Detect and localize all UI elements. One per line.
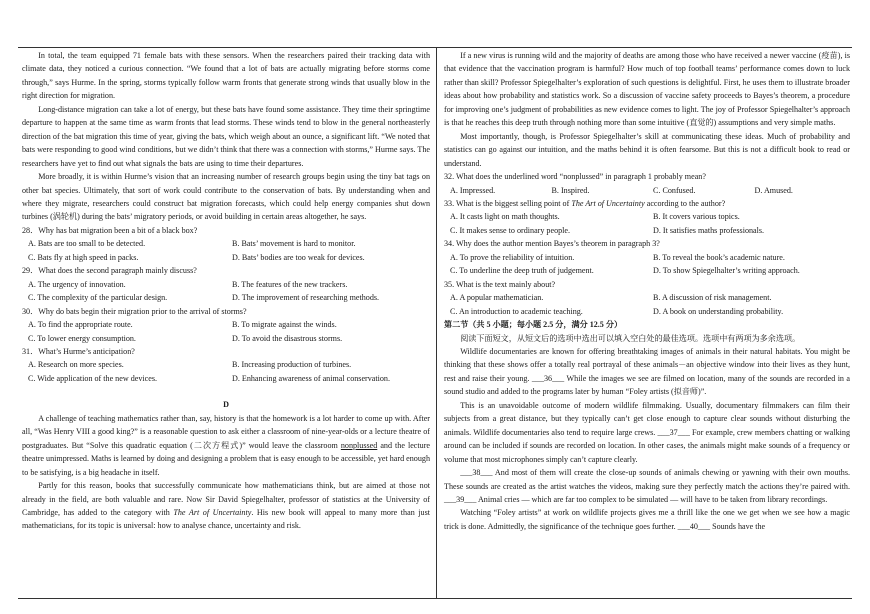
bottom-rule	[18, 598, 852, 599]
option-c[interactable]: C. Bats fly at high speed in packs.	[28, 252, 139, 262]
column-divider	[436, 47, 437, 598]
top-rule	[18, 47, 852, 48]
question-28-options	[22, 237, 430, 250]
question-35-options	[444, 291, 850, 304]
book-title: The Art of Uncertainty	[173, 507, 252, 517]
option-a[interactable]: A. Research on more species.	[28, 360, 124, 370]
section-d-heading: D	[223, 400, 229, 410]
option-d[interactable]: D. Enhancing awareness of animal conservation.	[232, 373, 390, 383]
option-b[interactable]: B. Increasing production of turbines.	[232, 360, 352, 370]
option-d[interactable]: D. A book on understanding probability.	[653, 306, 784, 316]
option-c[interactable]: C. The complexity of the particular design.	[28, 293, 168, 303]
option-b[interactable]: B. To reveal the book’s academic nature.	[653, 252, 785, 262]
question-31-stem: 31．What’s Hurme’s anticipation?	[22, 346, 135, 356]
question-31-options	[22, 358, 430, 371]
question-34-options	[444, 251, 850, 264]
option-a[interactable]: A. It casts light on math thoughts.	[450, 212, 560, 222]
option-a[interactable]: A. The urgency of innovation.	[28, 279, 126, 289]
option-c[interactable]: C. Wide application of the new devices.	[28, 373, 157, 383]
question-30-stem: 30．Why do bats begin their migration prior to the arrival of storms?	[22, 306, 247, 316]
option-d[interactable]: D. Bats’ bodies are too weak for devices.	[232, 252, 365, 262]
option-a[interactable]: A. To find the appropriate route.	[28, 320, 133, 330]
option-c[interactable]: C. It makes sense to ordinary people.	[450, 225, 571, 235]
option-d[interactable]: D. Amused.	[754, 185, 793, 195]
section-2-instruction: 阅读下面短文，从短文后的选项中选出可以填入空白处的最佳选项。选项中有两项为多余选项。	[460, 333, 801, 343]
passage-c-paragraph-3: More broadly, it is within Hurme’s vision that an increasing number of research groups begin using the tiny bat tags on other bat species. Ultimately, that sort of work could contribute to the conservation of bats. By understanding when and where they migrate, researchers could construct bat migration forecasts, which could help energy companies shut down turbines (涡轮机) during the bats’ migratory periods, or avoid building in certain areas altogether, he says.	[22, 172, 430, 222]
question-34-options	[444, 264, 850, 277]
left-column	[22, 49, 430, 533]
question-30-options	[22, 318, 430, 331]
passage-d-p1-text: A challenge of teaching mathematics rather than, say, history is that the homework is a lot harder to come up with. After all, “Was Henry VIII a good king?” is a reasonable question to ask either a classroom of nine-year-olds or a lecture theatre of postgraduates. But “Solve this quadratic equation (二次方程式)” would leave the classroom	[22, 413, 430, 450]
question-33-text: 33. What is the biggest selling point of	[444, 198, 572, 208]
passage-c-paragraph-1: In total, the team equipped 71 female bats with these sensors. When the researchers paired their tracking data with climate data, they noticed a curious connection. “We found that a lot of bats are actually migrating before storms come through,” says Hurme. In the spring, storms typically follow warm fronts that generate strong winds that usually blow in the right direction for migration.	[22, 51, 430, 101]
cloze-paragraph-2: This is an unavoidable outcome of modern wildlife filmmaking. Usually, documentary filmmakers can film their subjects from a great distance, but they typically can’t get close enough to capture clear sounds without disturbing the animals. Wildlife documentaries also tend to require large crews. ___37___ For example, crew members chatting or walking around can be included if sounds are recorded on location. In other cases, the animals might make sounds of a frequency or volume that most microphones simply can’t capture clearly.	[444, 400, 850, 464]
cloze-paragraph-3: ___38___ And most of them will create the close-up sounds of animals chewing or yawning with their own mouths. These sounds are created as the artist watches the videos, making sure they perfectly match the actions they’re paired with. ___39___ Animal cries — which are far too complex to be simulated — will have to be taken from library recordings.	[444, 468, 850, 504]
option-a[interactable]: A. Bats are too small to be detected.	[28, 239, 146, 249]
option-b[interactable]: B. Inspired.	[551, 185, 590, 195]
option-c[interactable]: C. To underline the deep truth of judgement.	[450, 266, 594, 276]
question-29-stem: 29．What does the second paragraph mainly discuss?	[22, 266, 197, 276]
question-30-options	[22, 332, 430, 345]
option-a[interactable]: A. A popular mathematician.	[450, 293, 544, 303]
question-29-options	[22, 278, 430, 291]
question-35-options	[444, 305, 850, 318]
question-35-stem: 35. What is the text mainly about?	[444, 279, 556, 289]
cloze-paragraph-4: Watching “Foley artists” at work on wildlife projects gives me a thrill like the one we get when we see how a magic trick is done. Admittedly, the significance of the technique goes further. ___40___ Sounds have the	[444, 508, 850, 531]
option-a[interactable]: A. Impressed.	[450, 185, 496, 195]
passage-d-paragraph-4: Most importantly, though, is Professor Spiegelhalter’s skill at communicating these ideas. Much of probability and statistics can go against our intuition, and the maths behind it is often fearsome. But this is not a difficult book to read or understand.	[444, 131, 850, 168]
question-29-options	[22, 291, 430, 304]
question-31-options	[22, 372, 430, 385]
option-b[interactable]: B. To migrate against the winds.	[232, 320, 337, 330]
question-28-stem: 28．Why has bat migration been a bit of a black box?	[22, 225, 198, 235]
option-d[interactable]: D. To avoid the disastrous storms.	[232, 333, 343, 343]
option-c[interactable]: C. To lower energy consumption.	[28, 333, 136, 343]
section-2-heading: 第二节（共 5 小题；每小题 2.5 分，满分 12.5 分）	[444, 320, 623, 330]
passage-c-paragraph-2: Long-distance migration can take a lot of energy, but these bats have found some assistance. They time their springtime departure to happen at the same time as warm fronts that lead storms. These winds tend to blow in the general northeasterly direction of the bat migration this time of year, giving the bats, which weigh about an ounce, a significant lift. “We noted that bats were responding to good wind conditions, but we didn’t think that there was a connection with storms,” Hurme says. The researchers have yet to find out what signals the bats are using to time their departures.	[22, 104, 430, 168]
underlined-word: nonplussed	[340, 440, 378, 450]
question-32-options	[444, 184, 850, 197]
option-c[interactable]: C. An introduction to academic teaching.	[450, 306, 583, 316]
passage-d-paragraph-2	[22, 479, 430, 533]
cloze-paragraph-1: Wildlife documentaries are known for offering breathtaking images of animals in their natural habitats. You might be thinking that these shows offer a totally real portrayal of these animals－an objective window into their lives as they hunt, rest and raise their young. ___36___ While the images we see are filmed on location, many of the sounds are recorded in a sound studio and added to the programs later by human “Foley artists (拟音师)”.	[444, 346, 850, 397]
passage-d-p1-text: and the lecture theatre unimpressed. Maths is learned by doing and designing a problem that is easy enough to be accessible, yet hard enough to be satisfying, is a big headache in itself.	[22, 440, 430, 477]
question-33-text: according to the author?	[644, 198, 726, 208]
passage-d-p2-text: . His new book will appeal to many more than just mathematicians, for its topic is universal: how to analyse chance, uncertainty and risk.	[22, 507, 430, 531]
option-a[interactable]: A. To prove the reliability of intuition.	[450, 252, 575, 262]
book-title: The Art of Uncertainty	[571, 198, 645, 208]
passage-d-p2-text: Partly for this reason, books that successfully communicate how mathematicians think, but are aimed at those not already in the field, are both valuable and rare. Now Sir David Spiegelhalter, professor of statistics at the University of Cambridge, has added to the category with	[22, 481, 430, 517]
question-33-stem	[444, 197, 850, 210]
option-c[interactable]: C. Confused.	[653, 185, 696, 195]
option-b[interactable]: B. Bats’ movement is hard to monitor.	[232, 239, 356, 249]
option-b[interactable]: B. It covers various topics.	[653, 212, 740, 222]
passage-d-paragraph-3: If a new virus is running wild and the majority of deaths are among those who have received a newer vaccine (疫苗), is that evidence that the vaccination program is harmful? How much of top football teams’ performance comes down to luck rather than skill? Professor Spiegelhalter’s exploration of such questions is delightful. First, he uses them to illustrate broader ideas about how probability and statistics work. So a discussion of vaccine safety proceeds to Bayes’s theorem, a procedure for improving one’s judgment of probabilities as new evidence comes to light. The joy of Professor Spiegelhalter’s approach is that he reaches this deep truth through nothing more than some intuitive (直觉的) assumptions and very simple maths.	[444, 51, 850, 128]
question-34-stem: 34. Why does the author mention Bayes’s theorem in paragraph 3?	[444, 239, 660, 249]
option-d[interactable]: D. The improvement of researching methods.	[232, 293, 380, 303]
option-d[interactable]: D. To show Spiegelhalter’s writing approach.	[653, 266, 800, 276]
option-d[interactable]: D. It satisfies maths professionals.	[653, 225, 765, 235]
question-33-options	[444, 210, 850, 223]
option-b[interactable]: B. A discussion of risk management.	[653, 293, 772, 303]
question-32-stem: 32. What does the underlined word “nonplussed” in paragraph 1 probably mean?	[444, 172, 706, 182]
right-column	[444, 49, 850, 533]
question-33-options	[444, 224, 850, 237]
option-b[interactable]: B. The features of the new trackers.	[232, 279, 348, 289]
passage-d-paragraph-1	[22, 412, 430, 479]
question-28-options	[22, 251, 430, 264]
